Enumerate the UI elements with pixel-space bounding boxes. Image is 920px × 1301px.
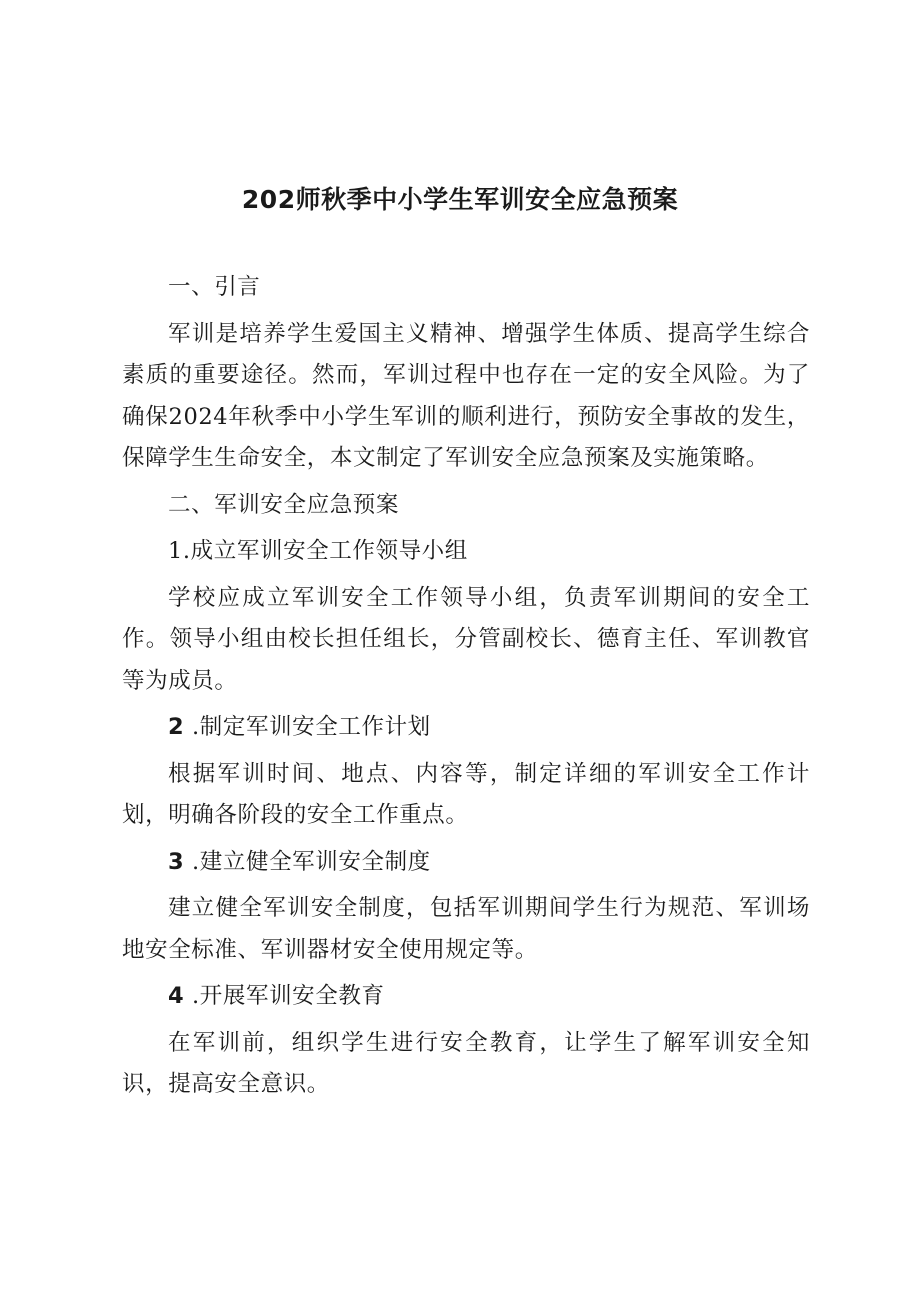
paragraph-safety-rules: 建立健全军训安全制度，包括军训期间学生行为规范、军训场地安全标准、军训器材安全使用规定等。: [122, 895, 810, 963]
subheading-1: 1.成立军训安全工作领导小组: [168, 538, 468, 564]
document-title: 202师秋季中小学生军训安全应急预案: [241, 185, 679, 214]
subheading-4: [122, 976, 810, 1018]
document-body: [122, 267, 810, 1106]
subheading-text: .制定军训安全工作计划: [184, 714, 431, 740]
subheading-text: .开展军训安全教育: [184, 983, 385, 1009]
subheading-text: .建立健全军训安全制度: [184, 848, 431, 875]
subheading-2: [122, 707, 810, 749]
section-heading-intro: 一、引言: [168, 274, 261, 300]
section-heading-plan: 二、军训安全应急预案: [168, 491, 400, 518]
paragraph-safety-education: 在军训前，组织学生进行安全教育，让学生了解军训安全知识，提高安全意识。: [122, 1029, 810, 1097]
paragraph-intro: 军训是培养学生爱国主义精神、增强学生体质、提高学生综合素质的重要途径。然而，军训过程中也存在一定的安全风险。为了确保2024年秋季中小学生军训的顺利进行，预防安全事故的发生，保障学生生命安全，本文制定了军训安全应急预案及实施策略。: [122, 320, 810, 471]
paragraph-leadership: 学校应成立军训安全工作领导小组，负责军训期间的安全工作。领导小组由校长担任组长，分管副校长、德育主任、军训教官等为成员。: [122, 584, 810, 694]
paragraph-work-plan: 根据军训时间、地点、内容等，制定详细的军训安全工作计划，明确各阶段的安全工作重点。: [122, 760, 810, 828]
subheading-number: 3: [168, 848, 185, 875]
subheading-3: [122, 842, 810, 884]
subheading-number: 2: [168, 714, 185, 740]
subheading-number: 4: [168, 983, 185, 1009]
